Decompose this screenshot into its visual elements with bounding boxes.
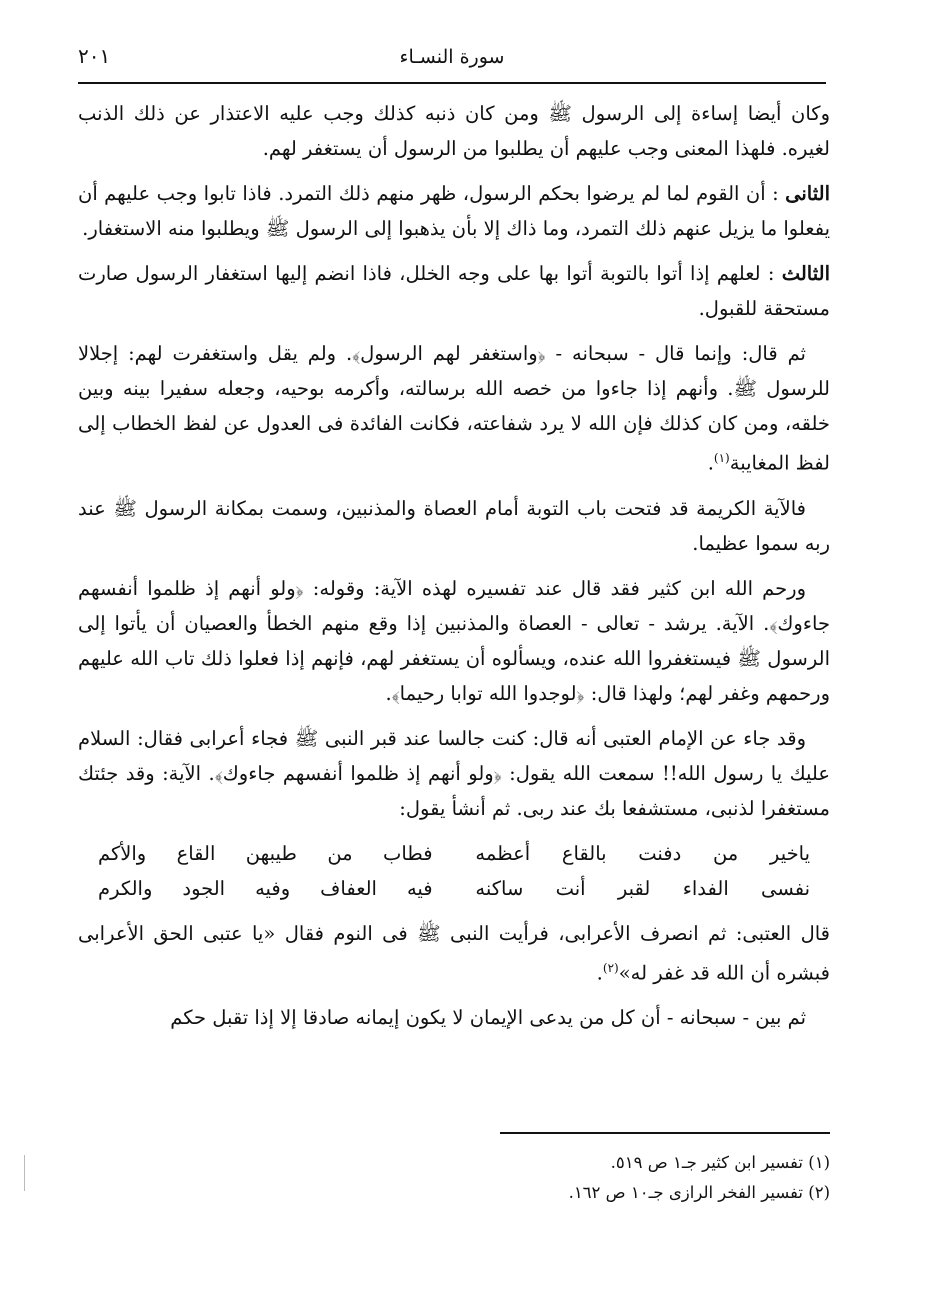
poem bbox=[78, 836, 830, 906]
paragraph-2 bbox=[78, 176, 830, 246]
paragraph-4: ثم قال: وإنما قال - سبحانه - ﴿واستغفر لهم الرسول﴾. ولم يقل واستغفرت لهم: إجلالا للرسول ﷺ. وأنهم إذا جاءوا من خصه الله برسالته، وأكرمه بوحيه، وجعله سفيرا بينه وبين خلقه، ومن كان كذلك فإن الله لا يرد شفاعته، فكانت الفائدة فى العدول عن لفظ الخطاب إلى لفظ المغايبة$^{(١)}$. bbox=[78, 342, 830, 475]
footnote-1: (١) تفسير ابن كثير جـ١ ص ٥١٩. bbox=[610, 1153, 830, 1172]
page-number: ٢٠١ bbox=[78, 44, 111, 68]
footnotes bbox=[130, 1148, 830, 1208]
paragraph-9: ثم بين - سبحانه - أن كل من يدعى الإيمان لا يكون إيمانه صادقا إلا إذا تقبل حكم bbox=[170, 1006, 806, 1029]
poem-verse bbox=[78, 871, 830, 906]
paragraph-2-text: : أن القوم لما لم يرضوا بحكم الرسول، ظهر منهم ذلك التمرد. فاذا تابوا وجب عليهم أن يفعلوا ما يزيل عنهم ذلك التمرد، وما ذاك إلا بأن يذهبوا إلى الرسول ﷺ ويطلبوا منه الاستغفار. bbox=[78, 182, 830, 240]
poem-verse bbox=[78, 836, 830, 871]
paragraph-6: ورحم الله ابن كثير فقد قال عند تفسيره لهذه الآية: وقوله: ﴿ولو أنهم إذ ظلموا أنفسهم جاءوك﴾. الآية. يرشد - تعالى - العصاة والمذنبين إذا وقع منهم الخطأ والعصيان أن يأتوا إلى الرسول ﷺ فيستغفروا الله عنده، ويسألوه أن يستغفر لهم، فإنهم إذا فعلوا ذلك تاب الله عليهم ورحمهم وغفر لهم؛ ولهذا قال: ﴿لوجدوا الله توابا رحيما﴾. bbox=[78, 576, 830, 705]
footnote-divider bbox=[500, 1132, 830, 1134]
main-text bbox=[78, 96, 830, 1045]
paragraph-7: وقد جاء عن الإمام العتبى أنه قال: كنت جالسا عند قبر النبى ﷺ فجاء أعرابى فقال: السلام عليك يا رسول الله!! سمعت الله يقول: ﴿ولو أنهم إذ ظلموا أنفسهم جاءوك﴾. الآية: وقد جئتك مستغفرا لذنبى، مستشفعا بك عند ربى. ثم أنشأ يقول: bbox=[78, 726, 830, 820]
surah-title: سورة النسـاء bbox=[399, 46, 505, 68]
scan-mark bbox=[24, 1155, 25, 1191]
paragraph-4-text: ثم قال: وإنما قال - سبحانه - ﴿واستغفر لهم الرسول﴾. ولم يقل واستغفرت لهم: إجلالا للرسول ﷺ. وأنهم إذا جاءوا من خصه الله برسالته، وأكرمه بوحيه، وجعله سفيرا بينه وبين خلقه، ومن كان كذلك فإن الله لا يرد شفاعته، فكانت الفائدة فى العدول عن لفظ الخطاب إلى لفظ المغايبة bbox=[78, 342, 830, 475]
point-label-second: الثانى bbox=[785, 182, 830, 205]
poem-hemistich: ياخير من دفنت بالقاع أعظمه bbox=[475, 841, 810, 865]
paragraph-3-text: : لعلهم إذا أتوا بالتوبة أتوا بها على وجه الخلل، فاذا انضم إليها استغفار الرسول صارت مستحقة للقبول. bbox=[78, 262, 830, 320]
footnote-2: (٢) تفسير الفخر الرازى جـ١٠ ص ١٦٢. bbox=[568, 1183, 830, 1202]
poem-hemistich: نفسى الفداء لقبر أنت ساكنه bbox=[475, 876, 810, 900]
footnote-ref-1: (١) bbox=[713, 451, 730, 465]
poem-hemistich: فيه العفاف وفيه الجود والكرم bbox=[98, 876, 433, 900]
paragraph-5: فالآية الكريمة قد فتحت باب التوبة أمام العصاة والمذنبين، وسمت بمكانة الرسول ﷺ عند ربه سموا عظيما. bbox=[78, 496, 830, 555]
paragraph-3 bbox=[78, 256, 830, 326]
point-label-third: الثالث bbox=[781, 262, 830, 285]
poem-hemistich: فطاب من طيبهن القاع والأكم bbox=[98, 841, 433, 865]
paragraph-8: قال العتبى: ثم انصرف الأعرابى، فرأيت النبى ﷺ فى النوم فقال «يا عتبى الحق الأعرابى فبشره أن الله قد غفر له»$^{(٢)}$. bbox=[78, 921, 830, 984]
paragraph-1: وكان أيضا إساءة إلى الرسول ﷺ ومن كان ذنبه كذلك وجب عليه الاعتذار عن ذلك الذنب لغيره. فلهذا المعنى وجب عليهم أن يطلبوا من الرسول أن يستغفر لهم. bbox=[78, 102, 830, 160]
page-header bbox=[78, 40, 826, 84]
paragraph-8-text: قال العتبى: ثم انصرف الأعرابى، فرأيت النبى ﷺ فى النوم فقال «يا عتبى الحق الأعرابى فبشره أن الله قد غفر له» bbox=[78, 921, 830, 984]
footnote-ref-2: (٢) bbox=[602, 960, 619, 975]
